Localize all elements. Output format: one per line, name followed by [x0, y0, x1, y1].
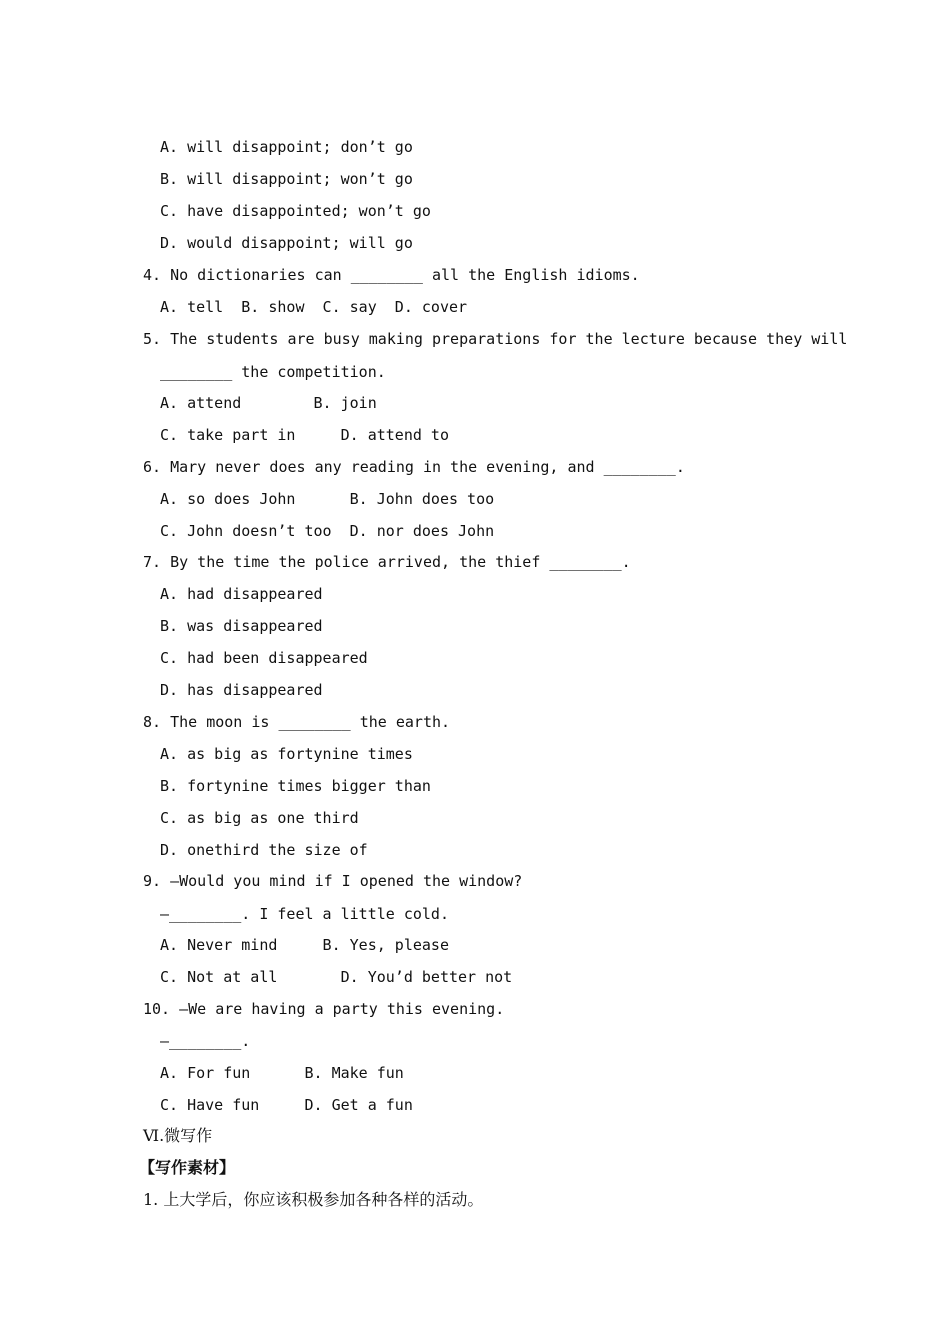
q9-stem: 9. —Would you mind if I opened the window?	[143, 872, 523, 890]
q6-options-row1: A. so does John B. John does too	[160, 490, 495, 508]
q6-options-row2: C. John doesn’t too D. nor does John	[160, 522, 495, 540]
q5-stem-line1: 5. The students are busy making preparations for the lecture because they will	[143, 330, 848, 348]
q3-option-c: C. have disappointed; won’t go	[160, 202, 431, 220]
q8-option-c: C. as big as one third	[160, 809, 359, 827]
q6-stem: 6. Mary never does any reading in the evening, and ________.	[143, 458, 685, 476]
q7-option-b: B. was disappeared	[160, 617, 323, 635]
q5-options-row2: C. take part in D. attend to	[160, 426, 449, 444]
q8-option-a: A. as big as fortynine times	[160, 745, 413, 763]
q3-option-a: A. will disappoint; don’t go	[160, 138, 413, 156]
q5-stem-line2: ________ the competition.	[160, 363, 386, 381]
q4-stem: 4. No dictionaries can ________ all the English idioms.	[143, 266, 640, 284]
q8-option-d: D. onethird the size of	[160, 841, 368, 859]
q7-option-d: D. has disappeared	[160, 681, 323, 699]
q10-options-row1: A. For fun B. Make fun	[160, 1064, 404, 1082]
q7-option-a: A. had disappeared	[160, 585, 323, 603]
q9-options-row1: A. Never mind B. Yes, please	[160, 936, 449, 954]
q10-stem: 10. —We are having a party this evening.	[143, 1000, 505, 1018]
q7-stem: 7. By the time the police arrived, the thief ________.	[143, 553, 631, 571]
q4-options: A. tell B. show C. say D. cover	[160, 298, 468, 316]
q3-option-b: B. will disappoint; won’t go	[160, 170, 413, 188]
q3-option-d: D. would disappoint; will go	[160, 234, 413, 252]
q8-option-b: B. fortynine times bigger than	[160, 777, 431, 795]
section-heading: Ⅵ.微写作	[143, 1126, 213, 1145]
writing-item-1: 1. 上大学后，你应该积极参加各种各样的活动。	[143, 1190, 484, 1209]
writing-material-label: 【写作素材】	[139, 1158, 236, 1177]
q8-stem: 8. The moon is ________ the earth.	[143, 713, 451, 731]
q5-options-row1: A. attend B. join	[160, 394, 377, 412]
q9-options-row2: C. Not at all D. You’d better not	[160, 968, 513, 986]
q9-reply: —________. I feel a little cold.	[160, 905, 449, 923]
q10-options-row2: C. Have fun D. Get a fun	[160, 1096, 413, 1114]
q7-option-c: C. had been disappeared	[160, 649, 368, 667]
q10-reply: —________.	[160, 1032, 251, 1050]
